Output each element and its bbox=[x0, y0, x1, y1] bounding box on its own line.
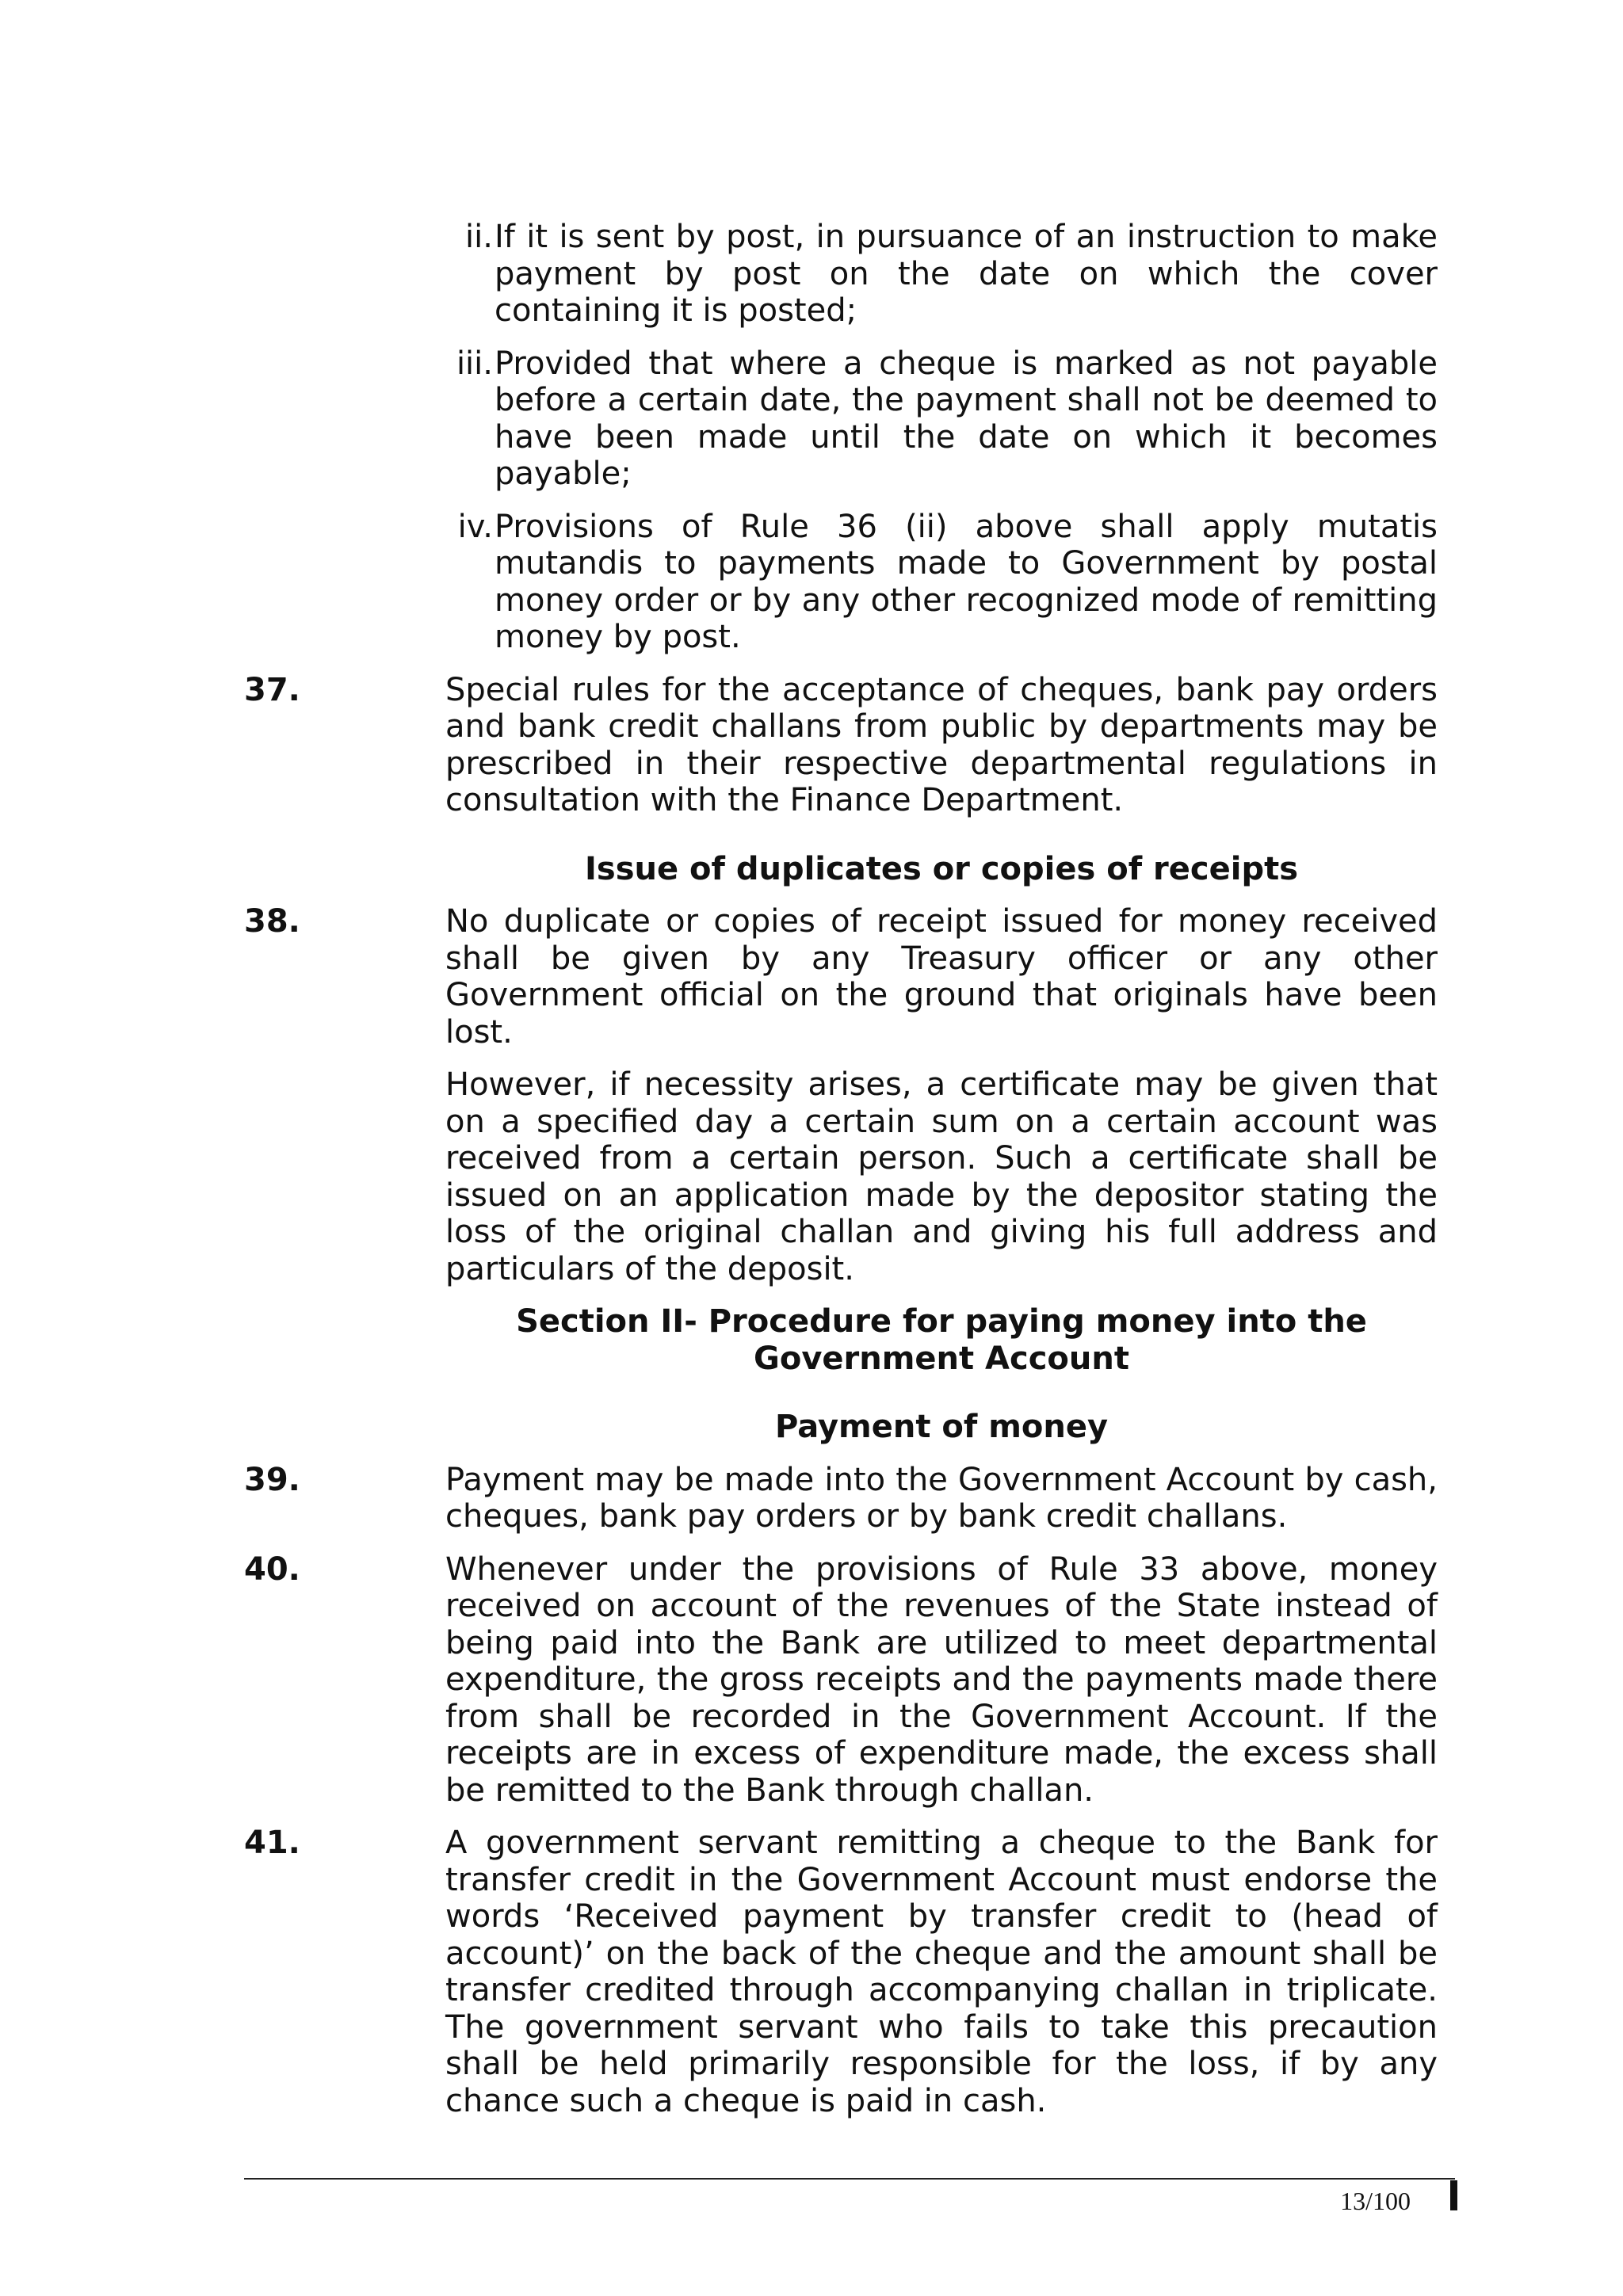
list-item-iv bbox=[445, 509, 1438, 656]
section-heading bbox=[445, 1303, 1438, 1377]
list-numeral: ii. bbox=[465, 219, 493, 255]
rule-continuation: However, if necessity arises, a certificate may be given that on a specified day a certain sum on a certain account was received from a certain person. Such a certificate shall be issued on an application made by the depositor stating the loss of the original challan and giving his full address and particulars of the deposit. bbox=[445, 1066, 1438, 1287]
list-item-text: If it is sent by post, in pursuance of an instruction to make payment by post on the date on which the cover containing it is posted; bbox=[495, 219, 1438, 329]
rule-number: 37. bbox=[244, 671, 300, 708]
list-numeral: iv. bbox=[457, 508, 493, 545]
rule-number: 41. bbox=[244, 1825, 300, 1861]
rule-number: 38. bbox=[244, 903, 300, 940]
rule-number: 39. bbox=[244, 1461, 300, 1498]
page-content bbox=[0, 219, 1623, 2119]
rule-text: A government servant remitting a cheque to the Bank for transfer credit in the Government Account must endorse the words ‘Received payment by transfer credit to (head of account)’ on the back of the cheque and the amount shall be transfer credited through accompanying challan in triplicate. The government servant who fails to take this precaution shall be held primarily responsible for the loss, if by any chance such a cheque is paid in cash. bbox=[445, 1825, 1438, 2119]
footer-divider bbox=[244, 2178, 1455, 2180]
rule-text: No duplicate or copies of receipt issued for money received shall be given by any Treasury officer or any other Government official on the ground that originals have been lost. bbox=[445, 903, 1438, 1051]
list-item-text: Provisions of Rule 36 (ii) above shall apply mutatis mutandis to payments made to Government by postal money order or by any other recognized mode of remitting money by post. bbox=[495, 508, 1438, 655]
rule-37 bbox=[0, 672, 1623, 819]
heading-payment: Payment of money bbox=[774, 1409, 1109, 1445]
list-item-ii bbox=[445, 219, 1438, 330]
rule-41 bbox=[0, 1825, 1623, 2119]
rule-text: Special rules for the acceptance of cheques, bank pay orders and bank credit challans from public by departments may be prescribed in their respective departmental regulations in consultation with the Finance Department. bbox=[445, 671, 1438, 818]
heading-duplicates: Issue of duplicates or copies of receipts bbox=[585, 850, 1298, 887]
page-number: 13/100 bbox=[1340, 2187, 1411, 2215]
section-heading-line2: Government Account bbox=[754, 1340, 1129, 1377]
rule-39 bbox=[0, 1462, 1623, 1535]
page-edge-marker bbox=[1450, 2180, 1457, 2210]
list-numeral: iii. bbox=[456, 345, 493, 382]
rule-40 bbox=[0, 1551, 1623, 1810]
list-item-text: Provided that where a cheque is marked as not payable before a certain date, the payment shall not be deemed to have been made until the date on which it becomes payable; bbox=[495, 345, 1438, 492]
rule-text: Whenever under the provisions of Rule 33 above, money received on account of the revenues of the State instead of being paid into the Bank are utilized to meet departmental expenditure, the gross receipts and the payments made there from shall be recorded in the Government Account. If the receipts are in excess of expenditure made, the excess shall be remitted to the Bank through challan. bbox=[445, 1550, 1438, 1809]
section-heading-line1: Section II- Procedure for paying money into the bbox=[516, 1303, 1367, 1340]
rule-38 bbox=[0, 903, 1623, 1287]
list-item-iii bbox=[445, 345, 1438, 493]
rule-number: 40. bbox=[244, 1550, 300, 1588]
rule-text: Payment may be made into the Government Account by cash, cheques, bank pay orders or by bank credit challans. bbox=[445, 1461, 1438, 1535]
